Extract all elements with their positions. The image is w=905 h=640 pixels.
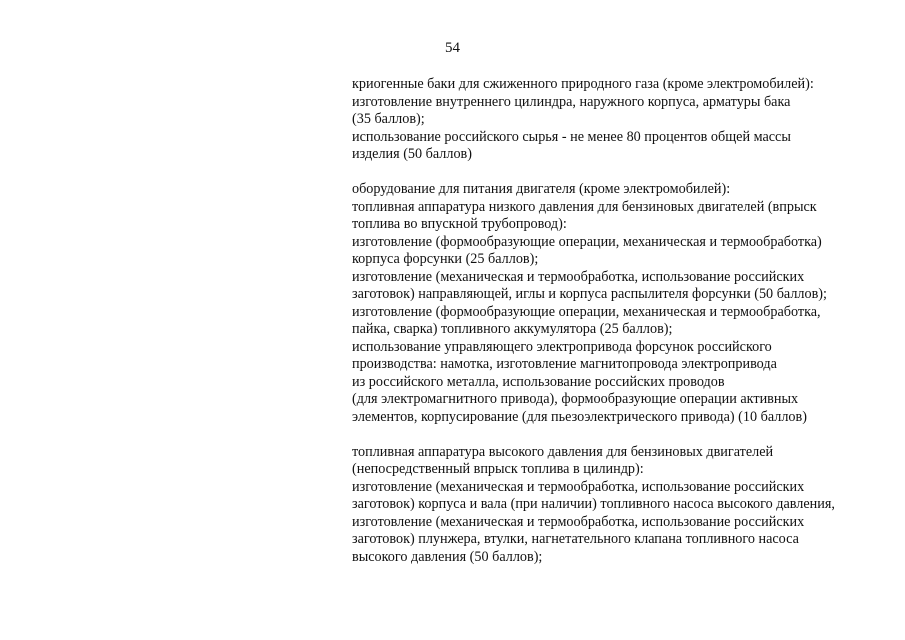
text-line: оборудование для питания двигателя (кроме электромобилей): [352,181,731,197]
text-line: заготовок) плунжера, втулки, нагнетательного клапана топливного насоса [352,531,799,547]
text-line: заготовок) направляющей, иглы и корпуса распылителя форсунки (50 баллов); [352,286,827,302]
text-line: изготовление (механическая и термообработка, использование российских [352,513,805,530]
text-line: пайка, сварка) топливного аккумулятора (25 баллов); [352,321,673,337]
text-line: заготовок) корпуса и вала (при наличии) топливного насоса высокого давления, [352,496,835,512]
text-line: изготовление внутреннего цилиндра, наружного корпуса, арматуры бака [352,93,791,110]
paragraph-high-pressure-fuel [352,444,882,567]
document-body [352,76,882,584]
text-line: элементов, корпусирование (для пьезоэлектрического привода) (10 баллов) [352,408,807,425]
text-line: криогенные баки для сжиженного природного газа (кроме электромобилей): [352,76,814,92]
text-line: (35 баллов); [352,111,425,127]
text-line: корпуса форсунки (25 баллов); [352,251,539,267]
page-number: 54 [445,40,460,56]
text-line: топливная аппаратура высокого давления для бензиновых двигателей [352,443,774,460]
text-line: изготовление (формообразующие операции, механическая и термообработка, [352,303,821,320]
text-line: использование российского сырья - не менее 80 процентов общей массы [352,128,791,145]
text-line: (непосредственный впрыск топлива в цилиндр): [352,461,644,477]
paragraph-engine-fuel-equipment [352,181,882,426]
text-line: изготовление (механическая и термообработка, использование российских [352,478,805,495]
text-line: использование управляющего электропривода форсунок российского [352,338,772,355]
paragraph-cryogenic-tanks [352,76,882,164]
text-line: производства: намотка, изготовление магнитопровода электропривода [352,356,777,372]
text-line: изготовление (механическая и термообработка, использование российских [352,268,805,285]
text-line: из российского металла, использование российских проводов [352,373,725,390]
text-line: изделия (50 баллов) [352,146,472,162]
text-line: топливная аппаратура низкого давления для бензиновых двигателей (впрыск [352,198,817,215]
text-line: изготовление (формообразующие операции, механическая и термообработка) [352,233,822,250]
text-line: (для электромагнитного привода), формообразующие операции активных [352,391,799,407]
text-line: высокого давления (50 баллов); [352,548,543,565]
text-line: топлива во впускной трубопровод): [352,216,567,232]
